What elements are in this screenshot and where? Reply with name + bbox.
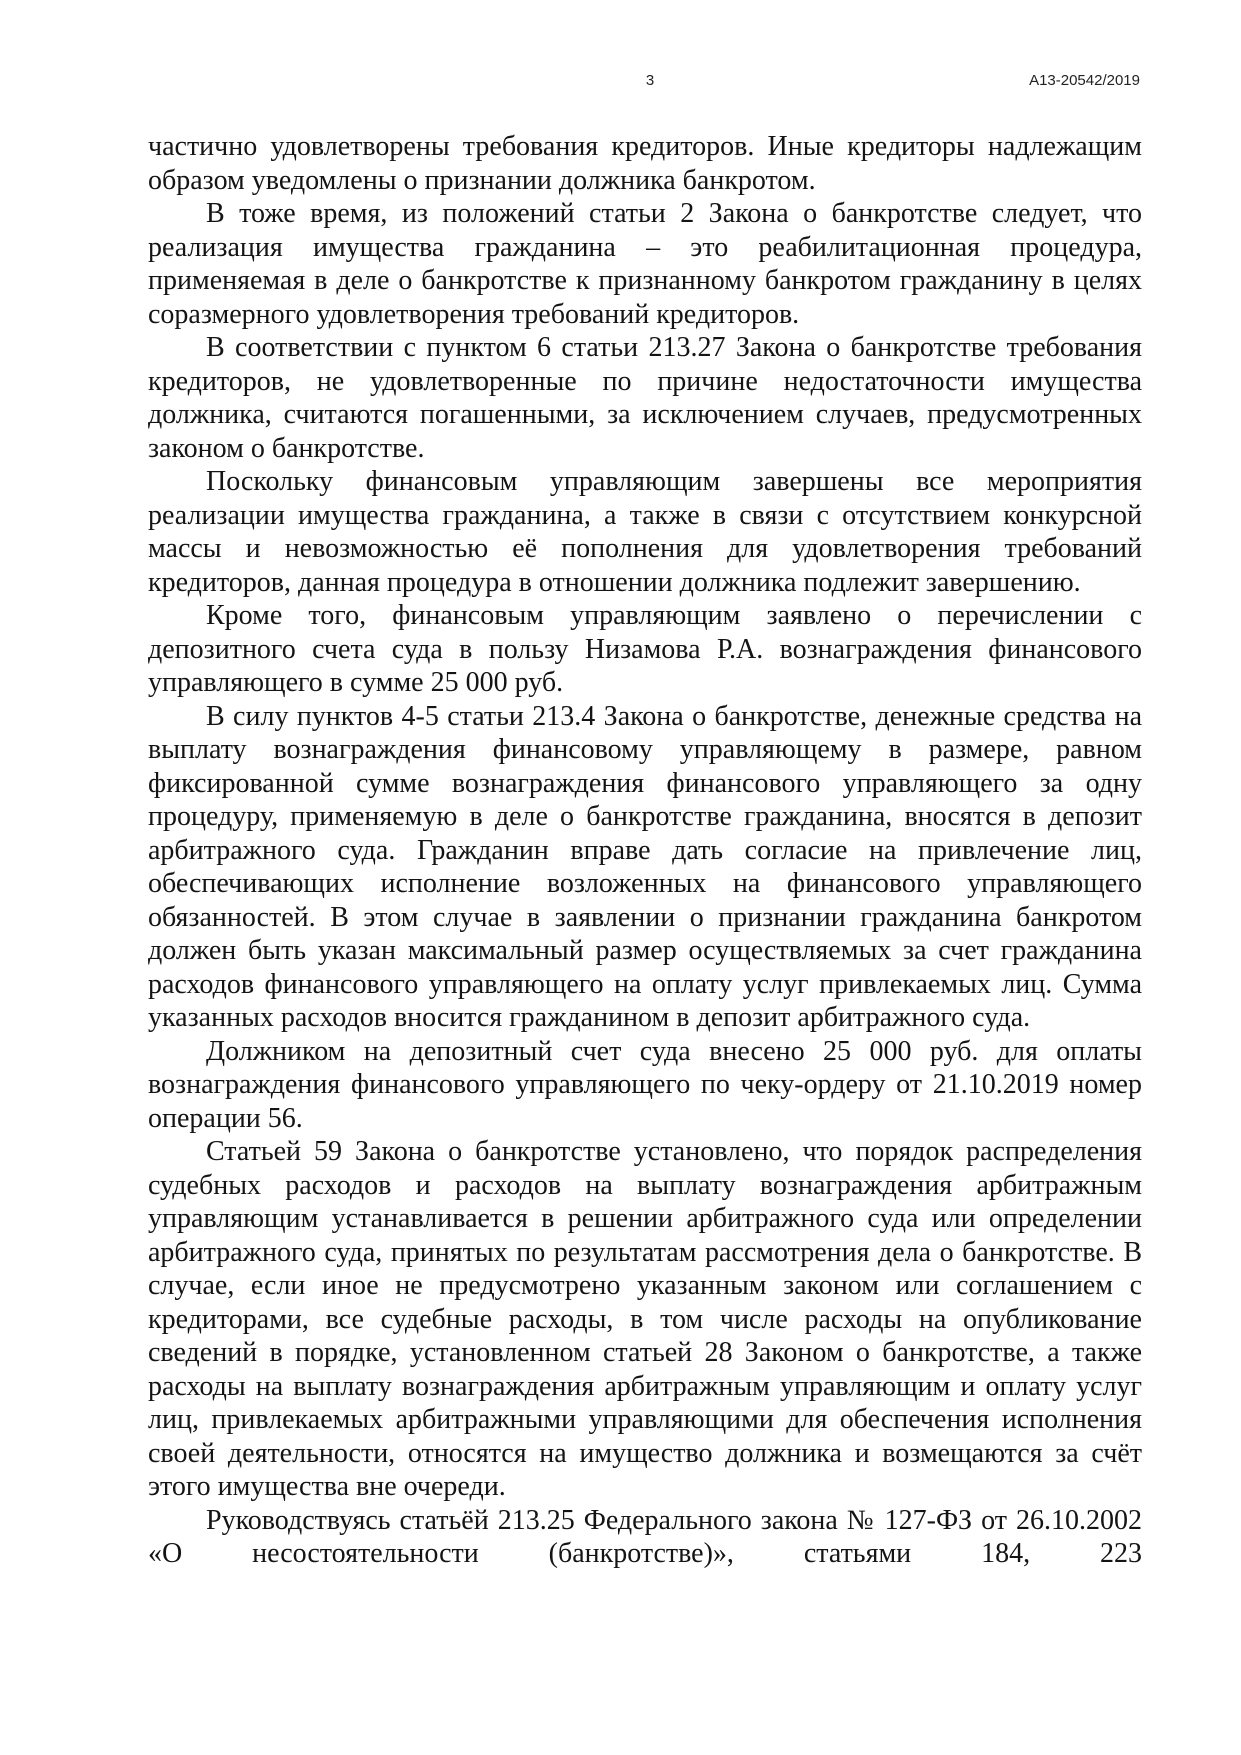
paragraph-deposit-made: Должником на депозитный счет суда внесено 25 000 руб. для оплаты вознаграждения финансового управляющего по чеку-ордеру от 21.10.2019 номер операции 56. [148,1035,1142,1134]
paragraph-procedure-completion: Поскольку финансовым управляющим завершены все мероприятия реализации имущества гражданина, а также в связи с отсутствием конкурсной массы и невозможностью её пополнения для удовлетворения требований кредиторов, данная процедура в отношении должника подлежит завершению. [148,466,1142,598]
paragraph-guided-by: Руководствуясь статьёй 213.25 Федерального закона № 127-ФЗ от 26.10.2002 «О несостоятельности (банкротстве)», статьями 184, 223 [148,1504,1142,1569]
paragraph-continuation: частично удовлетворены требования кредиторов. Иные кредиторы надлежащим образом уведомлены о признании должника банкротом. [148,131,1142,196]
paragraph-remuneration-request: Кроме того, финансовым управляющим заявлено о перечислении с депозитного счета суда в пользу Низамова Р.А. вознаграждения финансового управляющего в сумме 25 000 руб. [148,600,1142,698]
case-number: А13-20542/2019 [1029,72,1140,89]
paragraph-deposit-rules: В силу пунктов 4-5 статьи 213.4 Закона о банкротстве, денежные средства на выплату вознаграждения финансовому управляющему в размере, равном фиксированной сумме вознаграждения финансового управляющего за одну процедуру, применяемую в деле о банкротстве гражданина, вносятся в депозит арбитражного суда. Гражданин вправе дать согласие на привлечение лиц, обеспечивающих исполнение возложенных на финансового управляющего обязанностей. В этом случае в заявлении о признании гражданина банкротом должен быть указан максимальный размер осуществляемых за счет гражданина расходов финансового управляющего на оплату услуг привлекаемых лиц. Сумма указанных расходов вносится гражданином в депозит арбитражного суда. [148,700,1142,1033]
document-body [148,130,1142,1571]
paragraph-claims-repaid: В соответствии с пунктом 6 статьи 213.27 Закона о банкротстве требования кредиторов, не удовлетворенные по причине недостаточности имущества должника, считаются погашенными, за исключением случаев, предусмотренных законом о банкротстве. [148,332,1142,464]
page-number: 3 [645,72,655,89]
paragraph-court-expenses: Статьей 59 Закона о банкротстве установлено, что порядок распределения судебных расходов и расходов на выплату вознаграждения арбитражным управляющим устанавливается в решении арбитражного суда или определении арбитражного суда, принятых по результатам рассмотрения дела о банкротстве. В случае, если иное не предусмотрено указанным законом или соглашением с кредиторами, все судебные расходы, в том числе расходы на опубликование сведений в порядке, установленном статьей 28 Законом о банкротстве, а также расходы на выплату вознаграждения арбитражным управляющим и оплату услуг лиц, привлекаемых арбитражными управляющими для обеспечения исполнения своей деятельности, относятся на имущество должника и возмещаются за счёт этого имущества вне очереди. [148,1136,1142,1502]
paragraph-rehabilitation-procedure: В тоже время, из положений статьи 2 Закона о банкротстве следует, что реализация имущества гражданина – это реабилитационная процедура, применяемая в деле о банкротстве к признанному банкротом гражданину в целях соразмерного удовлетворения требований кредиторов. [148,198,1142,330]
